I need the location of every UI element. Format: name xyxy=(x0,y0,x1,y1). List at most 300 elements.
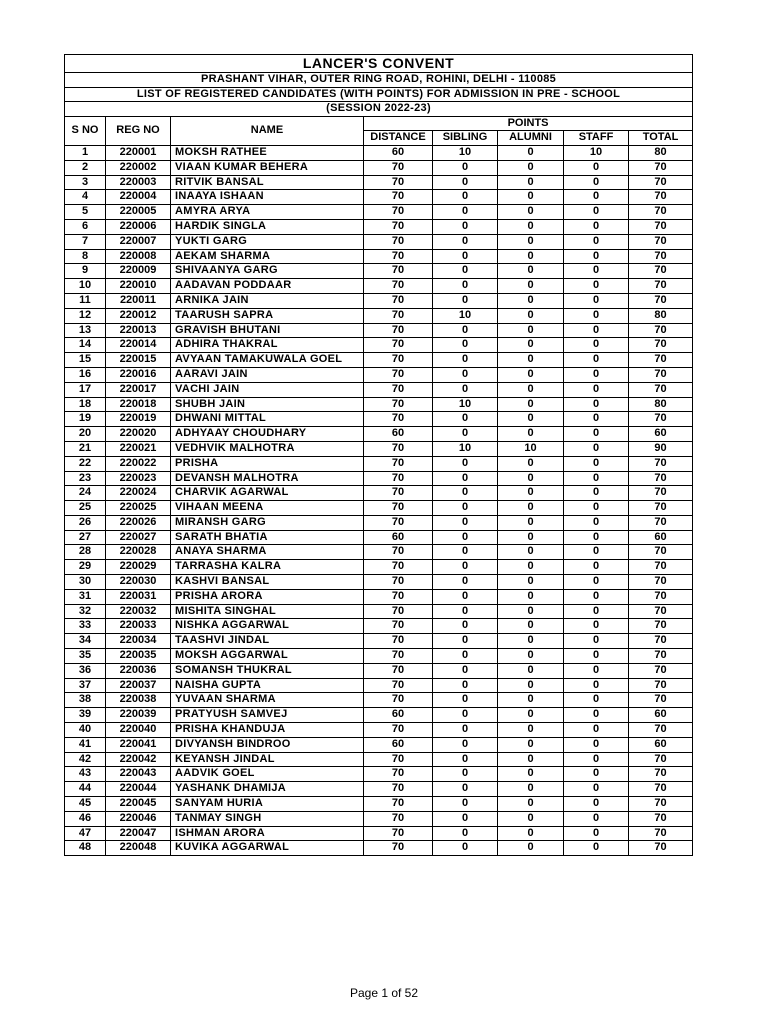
distance-cell: 70 xyxy=(364,826,433,841)
reg-no-cell: 220046 xyxy=(106,811,171,826)
staff-cell: 0 xyxy=(564,663,629,678)
sibling-cell: 0 xyxy=(433,264,498,279)
name-cell: SARATH BHATIA xyxy=(171,530,364,545)
name-cell: ARNIKA JAIN xyxy=(171,293,364,308)
alumni-cell: 0 xyxy=(498,841,564,856)
table-row xyxy=(65,249,693,264)
staff-cell: 0 xyxy=(564,175,629,190)
sno-cell: 22 xyxy=(65,456,106,471)
alumni-cell: 0 xyxy=(498,397,564,412)
alumni-cell: 0 xyxy=(498,160,564,175)
staff-cell: 0 xyxy=(564,234,629,249)
reg-no-cell: 220044 xyxy=(106,782,171,797)
reg-no-cell: 220031 xyxy=(106,589,171,604)
reg-no-cell: 220034 xyxy=(106,634,171,649)
reg-no-cell: 220007 xyxy=(106,234,171,249)
staff-cell: 0 xyxy=(564,678,629,693)
alumni-cell: 0 xyxy=(498,663,564,678)
total-cell: 60 xyxy=(629,427,693,442)
alumni-cell: 0 xyxy=(498,264,564,279)
name-cell: SHIVAANYA GARG xyxy=(171,264,364,279)
sno-cell: 44 xyxy=(65,782,106,797)
col-header-name: NAME xyxy=(171,116,364,145)
sno-cell: 17 xyxy=(65,382,106,397)
col-header-alumni: ALUMNI xyxy=(498,131,564,146)
distance-cell: 70 xyxy=(364,693,433,708)
total-cell: 70 xyxy=(629,634,693,649)
reg-no-cell: 220029 xyxy=(106,560,171,575)
reg-no-cell: 220041 xyxy=(106,737,171,752)
total-cell: 70 xyxy=(629,678,693,693)
sno-cell: 7 xyxy=(65,234,106,249)
staff-cell: 0 xyxy=(564,545,629,560)
name-cell: VACHI JAIN xyxy=(171,382,364,397)
table-row xyxy=(65,723,693,738)
sibling-cell: 0 xyxy=(433,486,498,501)
name-cell: SOMANSH THUKRAL xyxy=(171,663,364,678)
total-cell: 70 xyxy=(629,649,693,664)
distance-cell: 70 xyxy=(364,367,433,382)
sno-cell: 16 xyxy=(65,367,106,382)
sibling-cell: 0 xyxy=(433,723,498,738)
total-cell: 70 xyxy=(629,471,693,486)
reg-no-cell: 220045 xyxy=(106,797,171,812)
sno-cell: 32 xyxy=(65,604,106,619)
distance-cell: 70 xyxy=(364,441,433,456)
table-row xyxy=(65,752,693,767)
sibling-cell: 0 xyxy=(433,811,498,826)
sibling-cell: 0 xyxy=(433,782,498,797)
reg-no-cell: 220033 xyxy=(106,619,171,634)
sno-cell: 27 xyxy=(65,530,106,545)
staff-cell: 0 xyxy=(564,797,629,812)
table-row xyxy=(65,338,693,353)
sno-cell: 25 xyxy=(65,501,106,516)
reg-no-cell: 220040 xyxy=(106,723,171,738)
alumni-cell: 0 xyxy=(498,634,564,649)
total-cell: 80 xyxy=(629,145,693,160)
distance-cell: 70 xyxy=(364,663,433,678)
total-cell: 70 xyxy=(629,545,693,560)
reg-no-cell: 220025 xyxy=(106,501,171,516)
table-row xyxy=(65,530,693,545)
table-row xyxy=(65,427,693,442)
col-header-reg: REG NO xyxy=(106,116,171,145)
table-row xyxy=(65,323,693,338)
reg-no-cell: 220013 xyxy=(106,323,171,338)
sno-cell: 35 xyxy=(65,649,106,664)
reg-no-cell: 220021 xyxy=(106,441,171,456)
distance-cell: 70 xyxy=(364,279,433,294)
staff-cell: 0 xyxy=(564,397,629,412)
name-cell: VIHAAN MEENA xyxy=(171,501,364,516)
sno-cell: 43 xyxy=(65,767,106,782)
sno-cell: 37 xyxy=(65,678,106,693)
staff-cell: 0 xyxy=(564,649,629,664)
sno-cell: 29 xyxy=(65,560,106,575)
alumni-cell: 0 xyxy=(498,486,564,501)
staff-cell: 0 xyxy=(564,382,629,397)
staff-cell: 0 xyxy=(564,634,629,649)
sno-cell: 19 xyxy=(65,412,106,427)
table-row xyxy=(65,190,693,205)
total-cell: 90 xyxy=(629,441,693,456)
name-cell: KEYANSH JINDAL xyxy=(171,752,364,767)
name-cell: AMYRA ARYA xyxy=(171,205,364,220)
distance-cell: 60 xyxy=(364,737,433,752)
reg-no-cell: 220022 xyxy=(106,456,171,471)
table-row xyxy=(65,811,693,826)
reg-no-cell: 220020 xyxy=(106,427,171,442)
name-cell: SHUBH JAIN xyxy=(171,397,364,412)
reg-no-cell: 220037 xyxy=(106,678,171,693)
alumni-cell: 0 xyxy=(498,323,564,338)
sibling-cell: 0 xyxy=(433,515,498,530)
sno-cell: 28 xyxy=(65,545,106,560)
name-cell: TANMAY SINGH xyxy=(171,811,364,826)
staff-cell: 0 xyxy=(564,589,629,604)
sno-cell: 2 xyxy=(65,160,106,175)
table-row xyxy=(65,205,693,220)
table-row xyxy=(65,234,693,249)
sibling-cell: 0 xyxy=(433,708,498,723)
total-cell: 70 xyxy=(629,486,693,501)
sno-cell: 14 xyxy=(65,338,106,353)
staff-cell: 0 xyxy=(564,367,629,382)
sno-cell: 36 xyxy=(65,663,106,678)
name-cell: YUVAAN SHARMA xyxy=(171,693,364,708)
distance-cell: 60 xyxy=(364,427,433,442)
distance-cell: 70 xyxy=(364,767,433,782)
staff-cell: 0 xyxy=(564,264,629,279)
reg-no-cell: 220010 xyxy=(106,279,171,294)
school-address: PRASHANT VIHAR, OUTER RING ROAD, ROHINI, DELHI - 110085 xyxy=(65,73,693,88)
distance-cell: 70 xyxy=(364,323,433,338)
sno-cell: 11 xyxy=(65,293,106,308)
sno-cell: 15 xyxy=(65,353,106,368)
alumni-cell: 0 xyxy=(498,619,564,634)
name-cell: YUKTI GARG xyxy=(171,234,364,249)
table-row xyxy=(65,501,693,516)
name-cell: GRAVISH BHUTANI xyxy=(171,323,364,338)
alumni-cell: 0 xyxy=(498,219,564,234)
table-row xyxy=(65,634,693,649)
reg-no-cell: 220048 xyxy=(106,841,171,856)
name-cell: ISHMAN ARORA xyxy=(171,826,364,841)
total-cell: 70 xyxy=(629,515,693,530)
total-cell: 70 xyxy=(629,604,693,619)
staff-cell: 0 xyxy=(564,456,629,471)
reg-no-cell: 220002 xyxy=(106,160,171,175)
name-cell: CHARVIK AGARWAL xyxy=(171,486,364,501)
alumni-cell: 0 xyxy=(498,382,564,397)
total-cell: 70 xyxy=(629,619,693,634)
staff-cell: 0 xyxy=(564,811,629,826)
total-cell: 60 xyxy=(629,708,693,723)
staff-cell: 0 xyxy=(564,338,629,353)
staff-cell: 0 xyxy=(564,205,629,220)
staff-cell: 0 xyxy=(564,471,629,486)
alumni-cell: 0 xyxy=(498,338,564,353)
alumni-cell: 0 xyxy=(498,589,564,604)
staff-cell: 0 xyxy=(564,530,629,545)
table-row xyxy=(65,382,693,397)
name-cell: PRATYUSH SAMVEJ xyxy=(171,708,364,723)
total-cell: 70 xyxy=(629,752,693,767)
staff-cell: 0 xyxy=(564,737,629,752)
distance-cell: 70 xyxy=(364,575,433,590)
reg-no-cell: 220005 xyxy=(106,205,171,220)
name-cell: KASHVI BANSAL xyxy=(171,575,364,590)
name-cell: YASHANK DHAMIJA xyxy=(171,782,364,797)
staff-cell: 0 xyxy=(564,841,629,856)
sibling-cell: 0 xyxy=(433,175,498,190)
alumni-cell: 0 xyxy=(498,782,564,797)
table-row xyxy=(65,367,693,382)
alumni-cell: 0 xyxy=(498,293,564,308)
candidates-table xyxy=(64,54,693,856)
staff-cell: 0 xyxy=(564,752,629,767)
sibling-cell: 10 xyxy=(433,145,498,160)
reg-no-cell: 220035 xyxy=(106,649,171,664)
alumni-cell: 0 xyxy=(498,693,564,708)
distance-cell: 70 xyxy=(364,515,433,530)
sibling-cell: 0 xyxy=(433,353,498,368)
name-cell: INAAYA ISHAAN xyxy=(171,190,364,205)
sibling-cell: 0 xyxy=(433,752,498,767)
reg-no-cell: 220019 xyxy=(106,412,171,427)
sibling-cell: 0 xyxy=(433,323,498,338)
table-row xyxy=(65,515,693,530)
table-row xyxy=(65,841,693,856)
sibling-cell: 0 xyxy=(433,604,498,619)
sibling-cell: 0 xyxy=(433,575,498,590)
sibling-cell: 0 xyxy=(433,678,498,693)
sibling-cell: 0 xyxy=(433,219,498,234)
reg-no-cell: 220017 xyxy=(106,382,171,397)
alumni-cell: 0 xyxy=(498,412,564,427)
sno-cell: 26 xyxy=(65,515,106,530)
table-row xyxy=(65,678,693,693)
table-row xyxy=(65,308,693,323)
name-cell: AADVIK GOEL xyxy=(171,767,364,782)
total-cell: 70 xyxy=(629,249,693,264)
col-header-sibling: SIBLING xyxy=(433,131,498,146)
sno-cell: 47 xyxy=(65,826,106,841)
table-row xyxy=(65,279,693,294)
staff-cell: 0 xyxy=(564,723,629,738)
sibling-cell: 0 xyxy=(433,338,498,353)
alumni-cell: 0 xyxy=(498,530,564,545)
reg-no-cell: 220006 xyxy=(106,219,171,234)
table-row xyxy=(65,589,693,604)
total-cell: 70 xyxy=(629,693,693,708)
distance-cell: 70 xyxy=(364,678,433,693)
alumni-cell: 0 xyxy=(498,279,564,294)
total-cell: 70 xyxy=(629,456,693,471)
reg-no-cell: 220016 xyxy=(106,367,171,382)
alumni-cell: 0 xyxy=(498,767,564,782)
col-header-total: TOTAL xyxy=(629,131,693,146)
sno-cell: 10 xyxy=(65,279,106,294)
name-cell: AADAVAN PODDAAR xyxy=(171,279,364,294)
distance-cell: 70 xyxy=(364,308,433,323)
sibling-cell: 10 xyxy=(433,308,498,323)
col-header-sno: S NO xyxy=(65,116,106,145)
total-cell: 70 xyxy=(629,575,693,590)
distance-cell: 70 xyxy=(364,797,433,812)
reg-no-cell: 220003 xyxy=(106,175,171,190)
sno-cell: 12 xyxy=(65,308,106,323)
name-cell: KUVIKA AGGARWAL xyxy=(171,841,364,856)
staff-cell: 0 xyxy=(564,515,629,530)
name-cell: RITVIK BANSAL xyxy=(171,175,364,190)
list-title: LIST OF REGISTERED CANDIDATES (WITH POINTS) FOR ADMISSION IN PRE - SCHOOL xyxy=(65,87,693,102)
staff-cell: 0 xyxy=(564,190,629,205)
total-cell: 70 xyxy=(629,767,693,782)
table-row xyxy=(65,353,693,368)
reg-no-cell: 220014 xyxy=(106,338,171,353)
sibling-cell: 0 xyxy=(433,737,498,752)
reg-no-cell: 220032 xyxy=(106,604,171,619)
distance-cell: 70 xyxy=(364,486,433,501)
table-row xyxy=(65,264,693,279)
table-row xyxy=(65,145,693,160)
alumni-cell: 0 xyxy=(498,797,564,812)
table-row xyxy=(65,767,693,782)
sno-cell: 6 xyxy=(65,219,106,234)
alumni-cell: 0 xyxy=(498,545,564,560)
table-row xyxy=(65,619,693,634)
name-cell: TAASHVI JINDAL xyxy=(171,634,364,649)
distance-cell: 60 xyxy=(364,145,433,160)
total-cell: 70 xyxy=(629,219,693,234)
name-cell: MIRANSH GARG xyxy=(171,515,364,530)
alumni-cell: 0 xyxy=(498,456,564,471)
staff-cell: 0 xyxy=(564,501,629,516)
distance-cell: 70 xyxy=(364,293,433,308)
table-body xyxy=(65,145,693,855)
sno-cell: 48 xyxy=(65,841,106,856)
name-cell: MISHITA SINGHAL xyxy=(171,604,364,619)
distance-cell: 70 xyxy=(364,471,433,486)
reg-no-cell: 220004 xyxy=(106,190,171,205)
sno-cell: 9 xyxy=(65,264,106,279)
name-cell: PRISHA ARORA xyxy=(171,589,364,604)
distance-cell: 70 xyxy=(364,456,433,471)
alumni-cell: 0 xyxy=(498,308,564,323)
sibling-cell: 0 xyxy=(433,501,498,516)
col-header-distance: DISTANCE xyxy=(364,131,433,146)
table-row xyxy=(65,397,693,412)
alumni-cell: 0 xyxy=(498,249,564,264)
distance-cell: 70 xyxy=(364,604,433,619)
staff-cell: 0 xyxy=(564,427,629,442)
total-cell: 70 xyxy=(629,190,693,205)
distance-cell: 70 xyxy=(364,545,433,560)
reg-no-cell: 220023 xyxy=(106,471,171,486)
alumni-cell: 0 xyxy=(498,826,564,841)
total-cell: 70 xyxy=(629,589,693,604)
total-cell: 60 xyxy=(629,737,693,752)
name-cell: VIAAN KUMAR BEHERA xyxy=(171,160,364,175)
sno-cell: 3 xyxy=(65,175,106,190)
distance-cell: 70 xyxy=(364,249,433,264)
alumni-cell: 0 xyxy=(498,175,564,190)
staff-cell: 0 xyxy=(564,293,629,308)
total-cell: 70 xyxy=(629,175,693,190)
alumni-cell: 0 xyxy=(498,604,564,619)
table-row xyxy=(65,412,693,427)
staff-cell: 0 xyxy=(564,323,629,338)
total-cell: 70 xyxy=(629,205,693,220)
distance-cell: 70 xyxy=(364,589,433,604)
sibling-cell: 0 xyxy=(433,693,498,708)
alumni-cell: 0 xyxy=(498,427,564,442)
table-row xyxy=(65,560,693,575)
staff-cell: 0 xyxy=(564,619,629,634)
sno-cell: 8 xyxy=(65,249,106,264)
name-cell: TARRASHA KALRA xyxy=(171,560,364,575)
name-cell: DHWANI MITTAL xyxy=(171,412,364,427)
table-row xyxy=(65,693,693,708)
name-cell: ADHIRA THAKRAL xyxy=(171,338,364,353)
distance-cell: 70 xyxy=(364,649,433,664)
name-cell: PRISHA xyxy=(171,456,364,471)
distance-cell: 70 xyxy=(364,560,433,575)
total-cell: 70 xyxy=(629,560,693,575)
staff-cell: 0 xyxy=(564,575,629,590)
staff-cell: 0 xyxy=(564,782,629,797)
distance-cell: 70 xyxy=(364,190,433,205)
reg-no-cell: 220038 xyxy=(106,693,171,708)
sibling-cell: 0 xyxy=(433,826,498,841)
total-cell: 70 xyxy=(629,367,693,382)
reg-no-cell: 220008 xyxy=(106,249,171,264)
reg-no-cell: 220042 xyxy=(106,752,171,767)
total-cell: 70 xyxy=(629,293,693,308)
distance-cell: 70 xyxy=(364,782,433,797)
reg-no-cell: 220001 xyxy=(106,145,171,160)
sibling-cell: 0 xyxy=(433,456,498,471)
sno-cell: 13 xyxy=(65,323,106,338)
sibling-cell: 0 xyxy=(433,634,498,649)
total-cell: 70 xyxy=(629,353,693,368)
sibling-cell: 0 xyxy=(433,160,498,175)
candidate-list-sheet xyxy=(64,54,692,856)
distance-cell: 70 xyxy=(364,841,433,856)
distance-cell: 60 xyxy=(364,530,433,545)
total-cell: 80 xyxy=(629,397,693,412)
distance-cell: 70 xyxy=(364,811,433,826)
sno-cell: 24 xyxy=(65,486,106,501)
distance-cell: 60 xyxy=(364,708,433,723)
reg-no-cell: 220039 xyxy=(106,708,171,723)
total-cell: 70 xyxy=(629,841,693,856)
alumni-cell: 0 xyxy=(498,234,564,249)
distance-cell: 70 xyxy=(364,723,433,738)
staff-cell: 0 xyxy=(564,279,629,294)
staff-cell: 0 xyxy=(564,412,629,427)
reg-no-cell: 220030 xyxy=(106,575,171,590)
alumni-cell: 0 xyxy=(498,190,564,205)
sno-cell: 46 xyxy=(65,811,106,826)
total-cell: 70 xyxy=(629,811,693,826)
name-cell: NAISHA GUPTA xyxy=(171,678,364,693)
table-row xyxy=(65,649,693,664)
table-row xyxy=(65,219,693,234)
table-row xyxy=(65,175,693,190)
